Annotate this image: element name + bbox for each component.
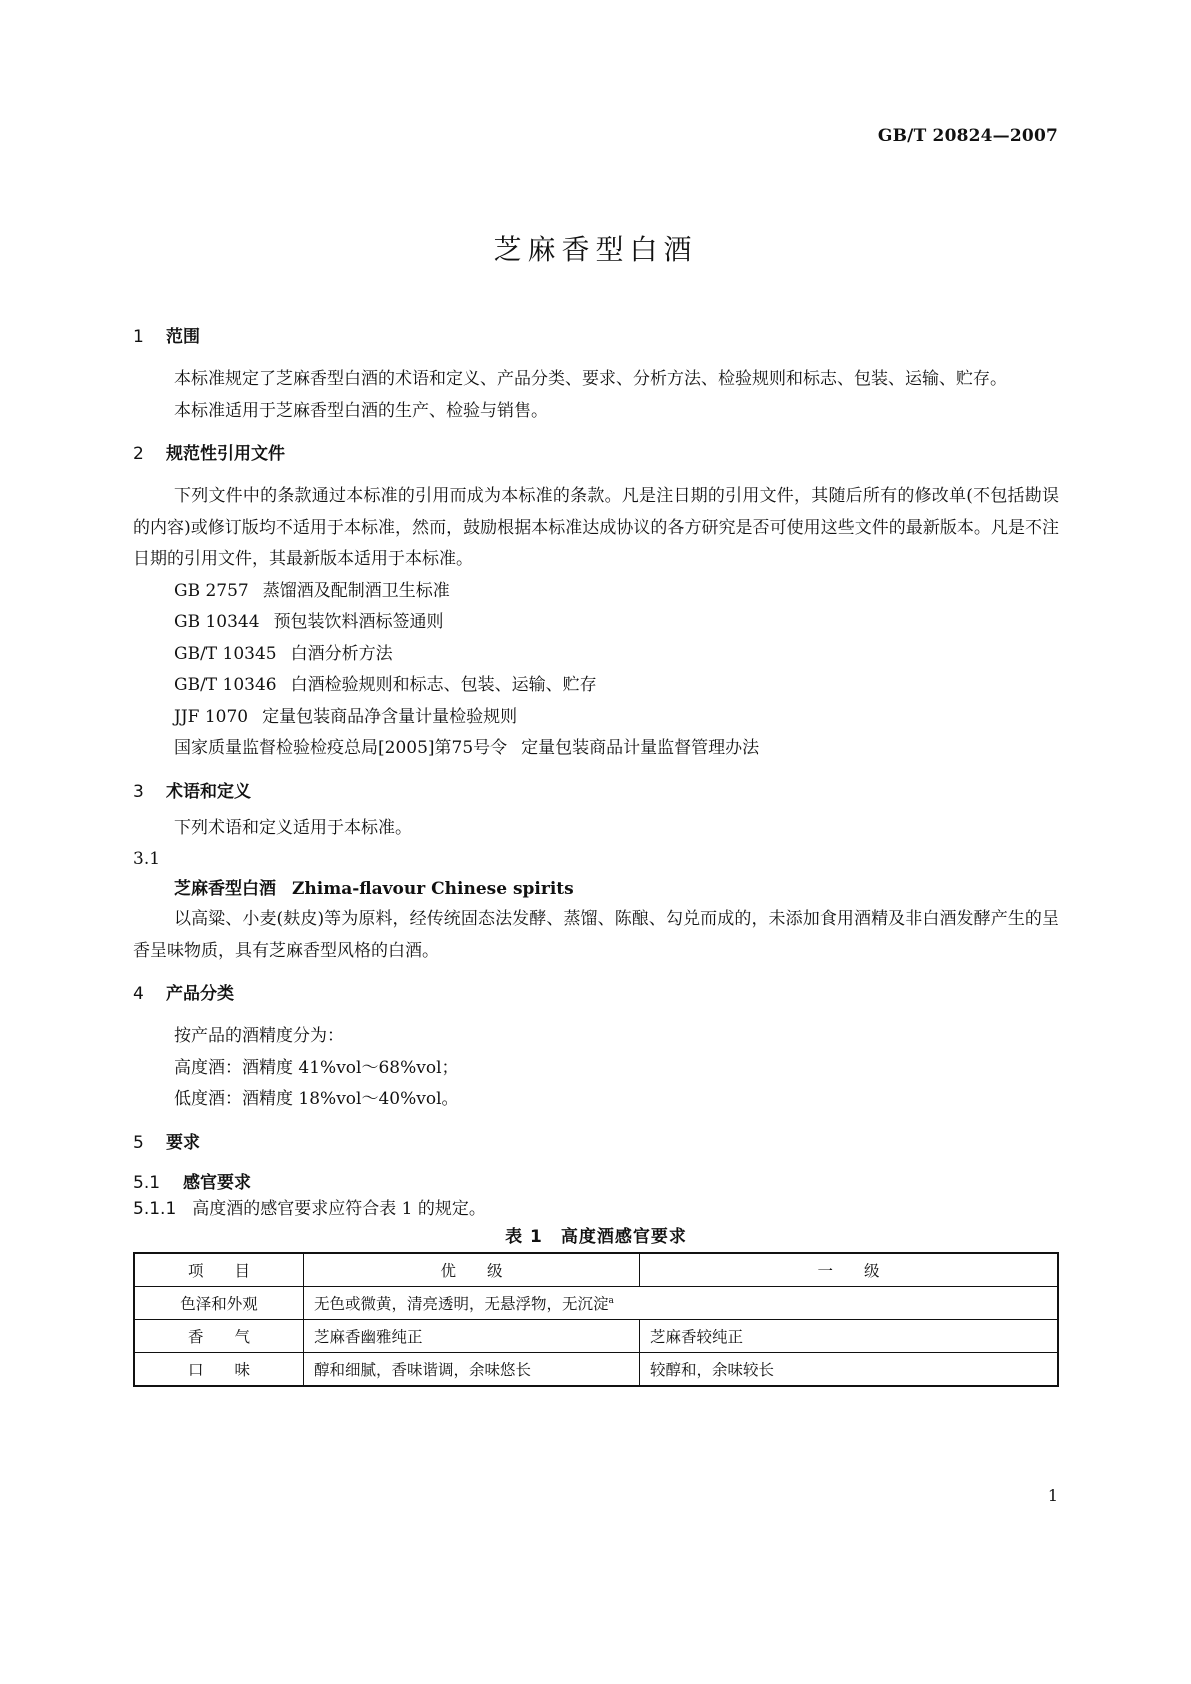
table-header-row [134,1253,1058,1287]
table-cell-item: 口 味 [134,1352,304,1386]
table-header-cell: 优 级 [304,1253,640,1287]
document-title: 芝麻香型白酒 [493,233,698,266]
paragraph: 本标准适用于芝麻香型白酒的生产、检验与销售。 [174,400,548,421]
table-row [134,1286,1058,1319]
term-heading: 芝麻香型白酒 Zhima-flavour Chinese spirits [174,879,574,899]
section-heading-1: 1 范围 [133,327,200,347]
section-heading-5: 5 要求 [133,1132,200,1153]
table-cell: 芝麻香较纯正 [640,1319,1059,1352]
subsection-heading: 5.1 感官要求 [133,1172,251,1193]
paragraph: 下列术语和定义适用于本标准。 [174,817,412,838]
paragraph: 高度酒：酒精度 41%vol～68%vol； [174,1057,459,1078]
table-cell-merged: 无色或微黄，清亮透明，无悬浮物，无沉淀$^a$ [304,1286,1059,1319]
page-number: 1 [1047,1486,1058,1505]
table-cell: 醇和细腻，香味谐调，余味悠长 [304,1352,640,1386]
table-cell-item: 色泽和外观 [134,1286,304,1319]
table-row [134,1319,1058,1352]
table-cell: 芝麻香幽雅纯正 [304,1319,640,1352]
section-heading-4: 4 产品分类 [133,984,234,1004]
clause: 5.1.1 高度酒的感官要求应符合表 1 的规定。 [133,1198,486,1219]
table-header-cell: 项 目 [134,1253,304,1287]
term-number: 3.1 [133,849,161,869]
footnote-marker: a [608,1295,614,1306]
paragraph: 低度酒：酒精度 18%vol～40%vol。 [174,1089,459,1109]
reference-item: JJF 1070 定量包装商品净含量计量检验规则 [174,706,518,727]
document-body [133,324,1059,1387]
table-cell: 较醇和，余味较长 [640,1352,1059,1386]
table-cell-item: 香 气 [134,1319,304,1352]
reference-item: GB 2757 蒸馏酒及配制酒卫生标准 [174,580,450,601]
standard-code: GB/T 20824—2007 [877,126,1058,146]
reference-item: GB/T 10346 白酒检验规则和标志、包装、运输、贮存 [174,675,597,695]
section-heading-2: 2 规范性引用文件 [133,444,285,464]
section-heading-3: 3 术语和定义 [133,781,251,802]
term-definition: 以高粱、小麦(麸皮)等为原料，经传统固态法发酵、蒸馏、陈酿、勾兑而成的，未添加食用酒精及非白酒发酵产生的呈香呈味物质，具有芝麻香型风格的白酒。 [133,909,1059,961]
table-caption: 表 1 高度酒感官要求 [505,1226,687,1247]
paragraph: 按产品的酒精度分为： [174,1026,344,1046]
table-row [134,1352,1058,1386]
reference-item: GB 10344 预包装饮料酒标签通则 [174,612,444,632]
table-header-cell: 一 级 [640,1253,1059,1287]
reference-item: 国家质量监督检验检疫总局[2005]第75号令 定量包装商品计量监督管理办法 [174,738,760,758]
reference-item: GB/T 10345 白酒分析方法 [174,643,393,664]
paragraph: 下列文件中的条款通过本标准的引用而成为本标准的条款。凡是注日期的引用文件，其随后所有的修改单(不包括勘误的内容)或修订版均不适用于本标准，然而，鼓励根据本标准达成协议的各方研究是否可使用这些文件的最新版本。凡是不注日期的引用文件，其最新版本适用于本标准。 [133,486,1059,569]
sensory-requirements-table [133,1252,1059,1387]
paragraph: 本标准规定了芝麻香型白酒的术语和定义、产品分类、要求、分析方法、检验规则和标志、包装、运输、贮存。 [174,369,1007,389]
